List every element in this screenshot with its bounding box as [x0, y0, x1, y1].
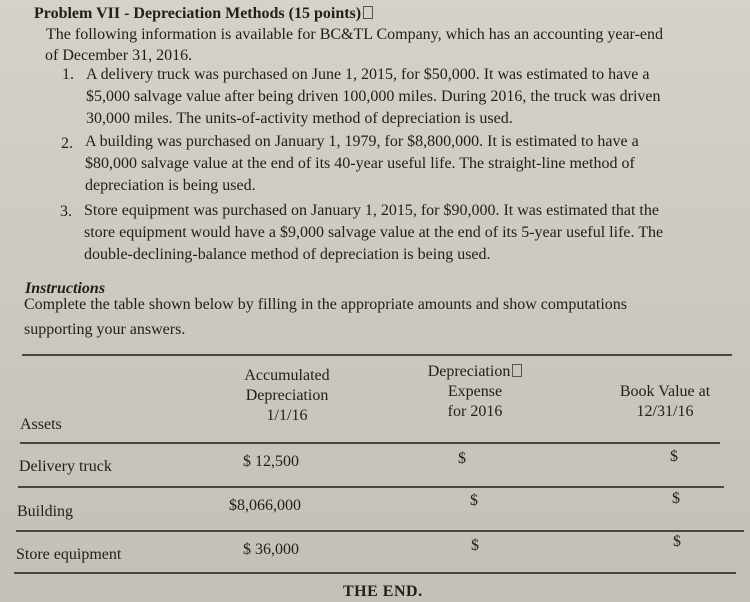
box-glyph	[363, 6, 373, 19]
book-value-blank[interactable]: $	[672, 490, 680, 507]
box-glyph	[512, 364, 522, 377]
instruction-line: supporting your answers.	[24, 321, 186, 338]
item-number: 3.	[60, 203, 72, 220]
header-line: for 2016	[447, 403, 503, 420]
accumulated-value: $ 12,500	[243, 453, 299, 470]
intro-line: of December 31, 2016.	[45, 47, 193, 64]
item-number: 1.	[62, 66, 74, 83]
item-line: double-declining-balance method of depreciation is being used.	[84, 246, 491, 263]
item-line: $5,000 salvage value after being driven 100,000 miles. During 2016, the truck was driven	[86, 88, 661, 105]
book-value-blank[interactable]: $	[670, 448, 678, 465]
list-item	[86, 64, 720, 130]
intro-text	[46, 24, 736, 66]
item-line: depreciation is being used.	[85, 177, 256, 194]
row-rule	[14, 572, 736, 574]
list-item	[84, 200, 728, 266]
item-line: A delivery truck was purchased on June 1, 2015, for $50,000. It was estimated to have a	[86, 66, 650, 83]
depreciation-blank[interactable]: $	[458, 450, 466, 467]
header-line: 12/31/16	[636, 403, 694, 420]
instructions-text	[24, 292, 736, 342]
column-header-depreciation	[410, 362, 540, 422]
problem-title: Problem VII - Depreciation Methods (15 points)	[34, 5, 373, 23]
header-rule	[20, 442, 720, 444]
item-line: A building was purchased on January 1, 1979, for $8,800,000. It is estimated to have a	[85, 133, 639, 150]
header-line: Expense	[447, 383, 503, 400]
row-asset-delivery-truck: Delivery truck	[19, 458, 112, 475]
list-item	[85, 131, 725, 197]
header-line: Depreciation	[245, 387, 329, 404]
accumulated-value: $ 36,000	[243, 541, 299, 558]
row-rule	[18, 486, 724, 488]
row-asset-store-equipment: Store equipment	[16, 546, 122, 563]
book-value-blank[interactable]: $	[673, 533, 681, 550]
item-line: 30,000 miles. The units-of-activity method of depreciation is used.	[86, 110, 513, 127]
item-line: store equipment would have a $9,000 salvage value at the end of its 5-year useful life. The	[84, 224, 664, 241]
end-label: THE END.	[343, 583, 423, 600]
column-header-assets: Assets	[20, 416, 62, 433]
header-line: 1/1/16	[266, 407, 308, 424]
item-line: $80,000 salvage value at the end of its 40-year useful life. The straight-line method of	[85, 155, 635, 172]
depreciation-blank[interactable]: $	[470, 492, 478, 509]
header-line: Book Value at	[619, 383, 711, 400]
item-number: 2.	[61, 135, 73, 152]
intro-line: The following information is available for BC&TL Company, which has an accounting year-end	[46, 26, 663, 43]
row-rule	[16, 530, 744, 532]
table-top-rule	[22, 354, 732, 356]
row-asset-building: Building	[17, 503, 74, 520]
header-line: Accumulated	[244, 367, 330, 384]
instruction-line: Complete the table shown below by filling in the appropriate amounts and show computations	[24, 296, 627, 313]
column-header-book-value	[600, 382, 730, 422]
column-header-accumulated	[222, 366, 352, 426]
accumulated-value: $8,066,000	[229, 497, 301, 514]
depreciation-blank[interactable]: $	[471, 537, 479, 554]
item-line: Store equipment was purchased on January 1, 2015, for $90,000. It was estimated that the	[84, 202, 659, 219]
header-line: Depreciation	[410, 362, 540, 382]
instructions-heading: Instructions	[25, 280, 106, 297]
